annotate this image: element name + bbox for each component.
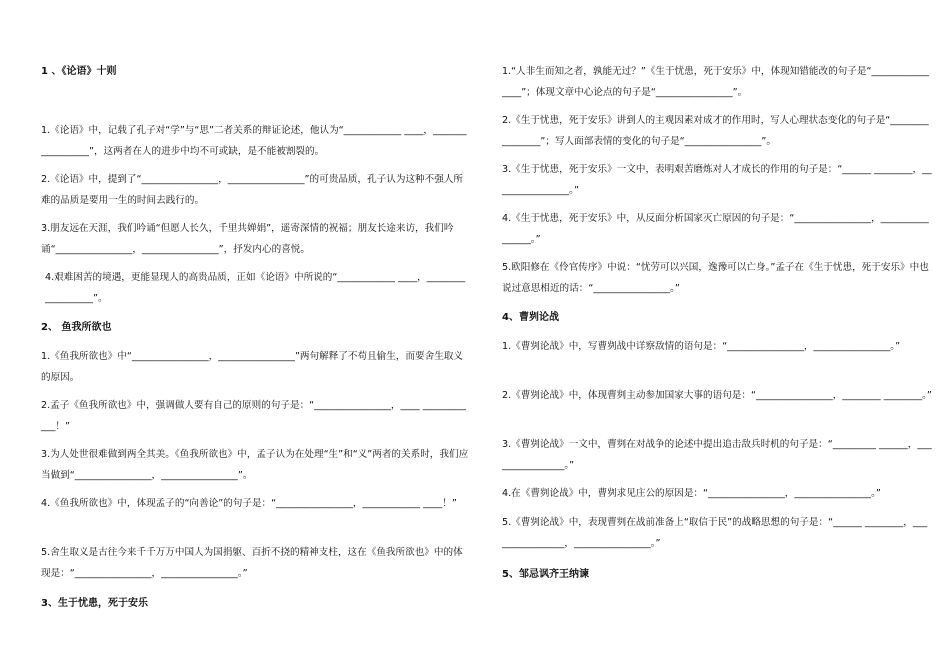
question-youhuan-2: 2.《生于忧患，死于安乐》讲到人的主观因素对成才的作用时，写人心理状态变化的句子是“________________”；写人面部表情的变化的句子是“________________”。 <box>502 115 929 147</box>
question-caogui-5: 5.《曹刿论战》中，表现曹刿在战前准备上“取信于民”的战略思想的句子是：“______ ________，________________，________________。” <box>502 517 928 549</box>
question-lunyu-3: 3.朋友远在天涯，我们吟诵“但愿人长久，千里共婵娟”，遥寄深情的祝福；朋友长途来访，我们吟诵“________________，________________”，抒发内心的喜悦。 <box>41 223 454 255</box>
question-yuwo-2: 2.孟子《鱼我所欲也》中，强调做人要有自己的原则的句子是：“________________，____ ____________！” <box>41 400 466 432</box>
question-lunyu-4: 4.艰难困苦的境遇，更能显现人的高贵品质，正如《论语》中所说的“____________ ____，__________________”。 <box>45 272 466 304</box>
section-heading-zouji: 5、邹忌讽齐王纳谏 <box>502 569 589 580</box>
question-caogui-4: 4.在《曹刿论战》中，曹刿求见庄公的原因是：“________________，________________。” <box>502 488 881 499</box>
section-heading-caoguilunzhan: 4、曹刿论战 <box>502 312 559 323</box>
question-lunyu-2: 2.《论语》中，提到了“________________，________________”的可贵品质，孔子认为这种不强人所难的品质是要用一生的时间去践行的。 <box>41 174 464 206</box>
question-caogui-1: 1.《曹刿论战》中，写曹刿战中详察敌情的语句是：“________________，________________。” <box>502 341 901 352</box>
question-yuwo-4: 4.《鱼我所欲也》中，体现孟子的“向善论”的句子是：“________________，____________ ____！” <box>41 498 457 509</box>
question-youhuan-1: 1.“人非生而知之者，孰能无过？”《生于忧患，死于安乐》中，体现知错能改的句子是“________________”；体现文章中心论点的句子是“________________”。 <box>502 66 930 98</box>
question-lunyu-1: 1.《论语》中，记载了孔子对“学”与“思”二者关系的辩证论述，他认为“____________ ____，_________________”，这两者在人的进步中均不可或缺，是不能被割裂的。 <box>41 125 467 157</box>
section-heading-shengyuyouhuan: 3、生于忧患，死于安乐 <box>41 598 148 609</box>
question-youhuan-4: 4.《生于忧患，死于安乐》中，从反面分析国家灭亡原因的句子是：“________________，________________。” <box>502 213 929 245</box>
question-yuwo-5: 5.舍生取义是古往今来千千万万中国人为国捐躯、百折不挠的精神支柱，这在《鱼我所欲也》中的体现是：“________________，________________。” <box>41 547 463 579</box>
question-yuwo-1: 1.《鱼我所欲也》中“________________，________________”两句解释了不苟且偷生，而要舍生取义的原因。 <box>41 351 464 383</box>
question-youhuan-3: 3.《生于忧患，死于安乐》一文中，表明艰苦磨炼对人才成长的作用的句子是：“______ ________，________________。” <box>502 164 932 196</box>
section-heading-lunyu: 1 、《论语》十则 <box>41 66 117 77</box>
question-caogui-3: 3.《曹刿论战》一文中，曹刿在对战争的论述中提出追击敌兵时机的句子是：“_________ ______，________________。” <box>502 439 932 471</box>
question-youhuan-5: 5.欧阳修在《伶官传序》中说：“忧劳可以兴国，逸豫可以亡身。”孟子在《生于忧患，死于安乐》中也说过意思相近的话：“________________。” <box>502 262 929 294</box>
question-caogui-2: 2.《曹刿论战》中，体现曹刿主动参加国家大事的语句是：“________________，________ ________。” <box>502 390 932 401</box>
question-yuwo-3: 3.为人处世很难做到两全其美。《鱼我所欲也》中，孟子认为在处理“生”和“义”两者的关系时，我们应当做到“________________，________________”。 <box>41 449 469 481</box>
section-heading-yuwosuoyuye: 2、 鱼我所欲也 <box>41 322 112 333</box>
